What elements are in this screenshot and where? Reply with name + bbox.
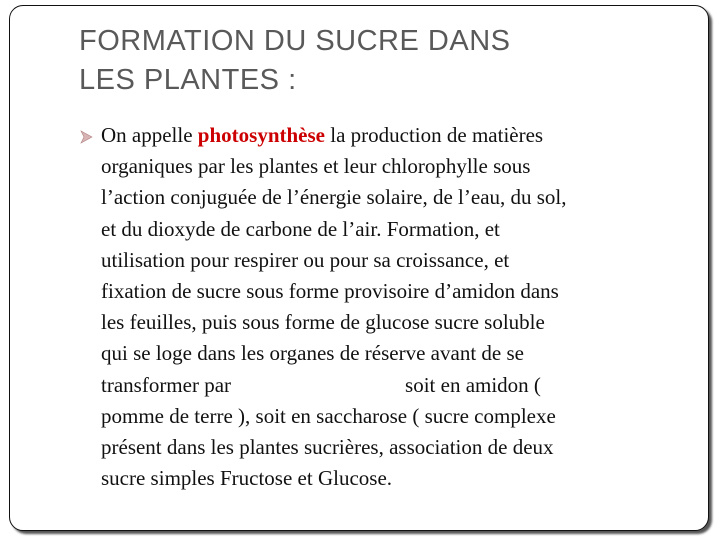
body-line-5: utilisation pour respirer ou pour sa croissance, et bbox=[101, 247, 510, 272]
title-line-2: LES PLANTES : bbox=[79, 64, 297, 96]
body-line-7: les feuilles, puis sous forme de glucose sucre soluble bbox=[101, 310, 545, 335]
body-line-10: pomme de terre ), soit en saccharose ( sucre complexe bbox=[101, 403, 556, 428]
body-line-3: l’action conjuguée de l’énergie solaire, de l’eau, du sol, bbox=[101, 185, 567, 210]
body-line-2: organiques par les plantes et leur chlorophylle sous bbox=[101, 154, 531, 179]
keyword-photosynthese: photosynthèse bbox=[197, 123, 325, 147]
body-paragraph bbox=[101, 120, 701, 494]
body-line-8: qui se loge dans les organes de réserve avant de se bbox=[101, 341, 524, 366]
body-line-4: et du dioxyde de carbone de l’air. Formation, et bbox=[101, 216, 500, 241]
arrow-bullet-icon bbox=[80, 130, 94, 144]
slide-title bbox=[79, 22, 679, 100]
body-line-9: transformer par soit en amidon ( bbox=[101, 372, 541, 397]
body-line-6: fixation de sucre sous forme provisoire d’amidon dans bbox=[101, 279, 559, 304]
body-line-12: sucre simples Fructose et Glucose. bbox=[101, 466, 393, 491]
body-line-1: On appelle photosynthèse la production de matières bbox=[101, 123, 544, 147]
title-line-1: FORMATION DU SUCRE DANS bbox=[79, 25, 511, 57]
body-line-11: présent dans les plantes sucrières, association de deux bbox=[101, 435, 554, 460]
